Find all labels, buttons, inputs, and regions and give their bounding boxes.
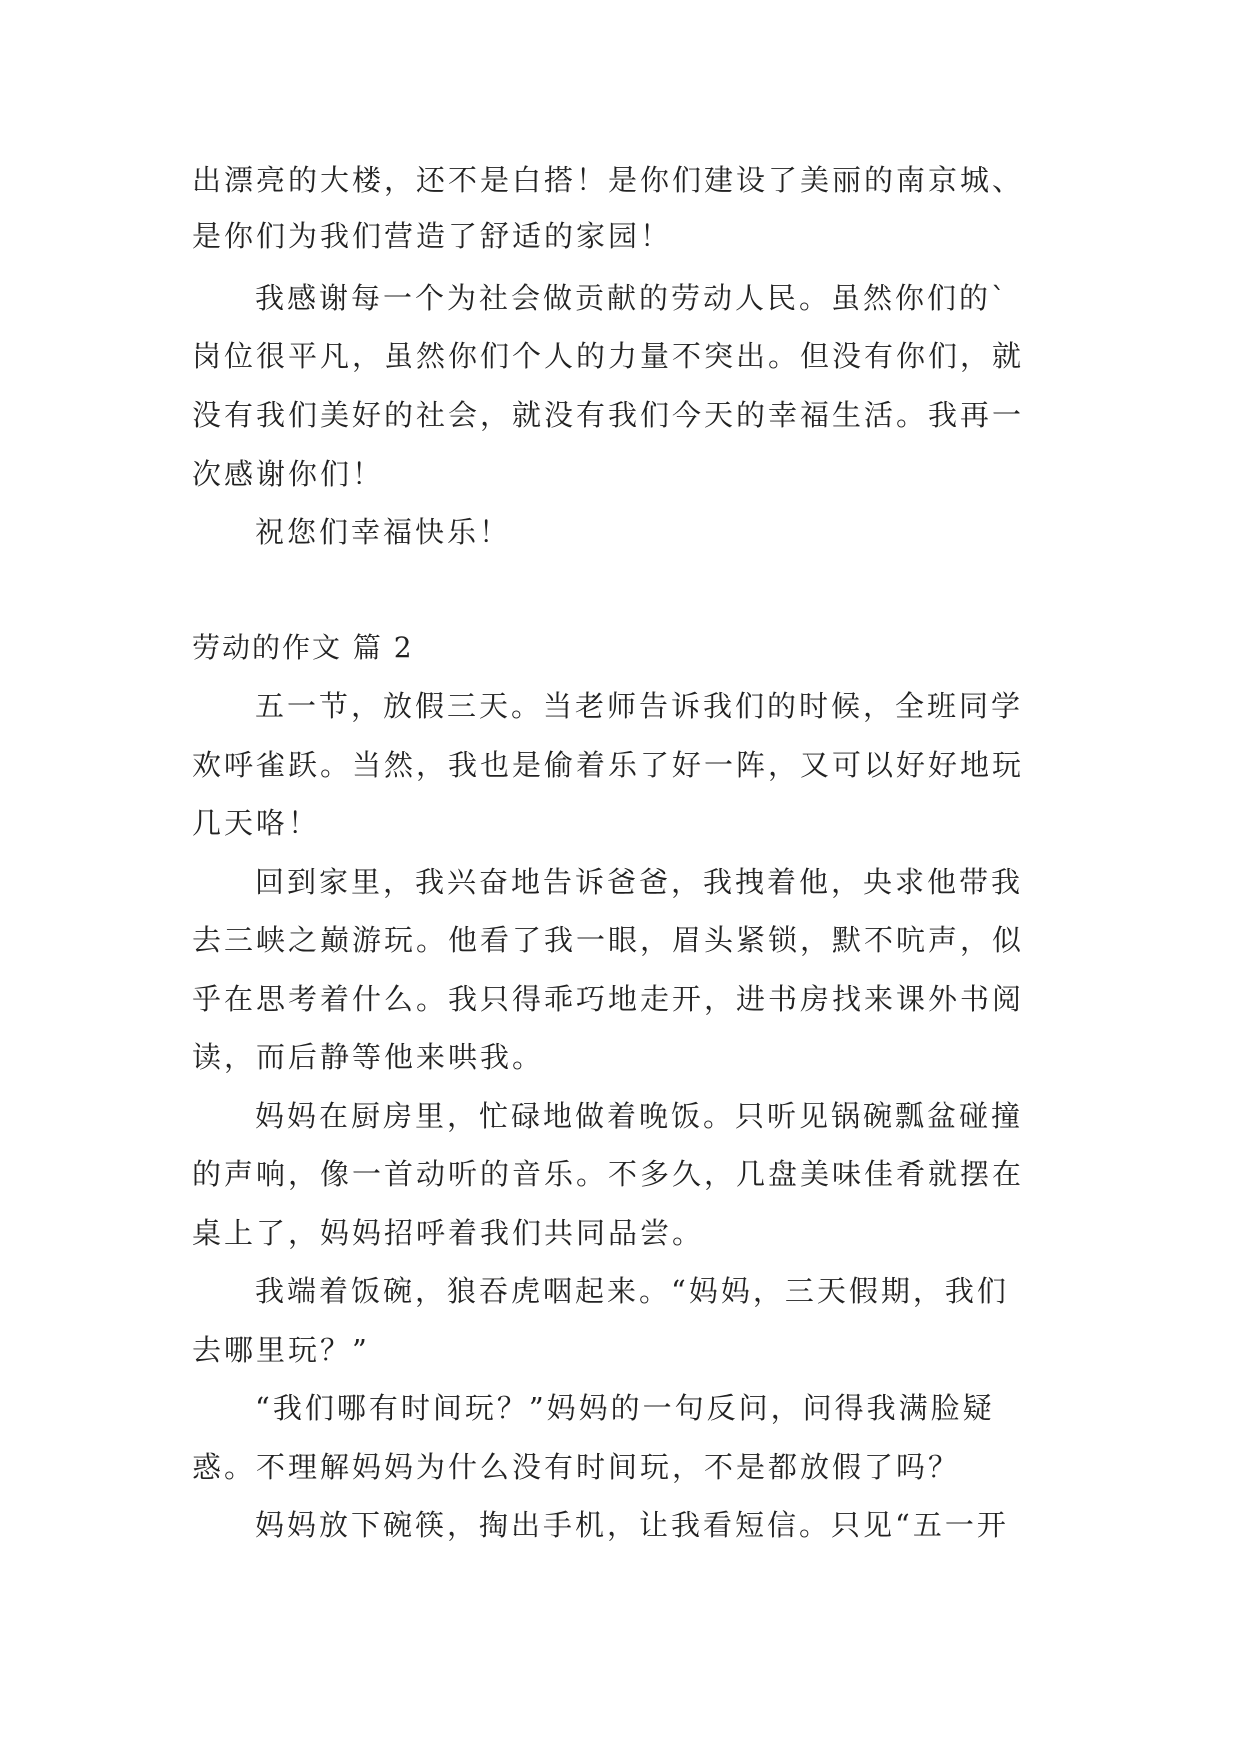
text-line: 读，而后静等他来哄我。 <box>192 1040 545 1074</box>
text-line: 去哪里玩？” <box>192 1333 370 1367</box>
text-line: 的声响，像一首动听的音乐。不多久，几盘美味佳肴就摆在 <box>192 1157 1025 1191</box>
text-line: 去三峡之巅游玩。他看了我一眼，眉头紧锁，默不吭声，似 <box>192 923 1025 957</box>
text-line: 妈妈放下碗筷，掏出手机，让我看短信。只见“五一开 <box>255 1508 1009 1542</box>
text-line: 桌上了，妈妈招呼着我们共同品尝。 <box>192 1216 705 1250</box>
text-line: 是你们为我们营造了舒适的家园！ <box>192 219 673 253</box>
text-line: 祝您们幸福快乐！ <box>255 515 512 549</box>
section-title: 劳动的作文 篇 2 <box>192 631 414 664</box>
text-line: 乎在思考着什么。我只得乖巧地走开，进书房找来课外书阅 <box>192 982 1025 1016</box>
text-line: “我们哪有时间玩？”妈妈的一句反问，问得我满脸疑 <box>255 1391 995 1425</box>
text-line: 妈妈在厨房里，忙碌地做着晚饭。只听见锅碗瓢盆碰撞 <box>255 1099 1024 1133</box>
text-line: 几天咯！ <box>192 806 321 840</box>
text-line: 我端着饭碗，狼吞虎咽起来。“妈妈，三天假期，我们 <box>255 1274 1009 1308</box>
text-line: 五一节，放假三天。当老师告诉我们的时候，全班同学 <box>255 689 1024 723</box>
text-line: 出漂亮的大楼，还不是白搭！是你们建设了美丽的南京城、 <box>192 163 1025 197</box>
text-line: 惑。不理解妈妈为什么没有时间玩，不是都放假了吗？ <box>192 1450 961 1484</box>
text-line: 岗位很平凡，虽然你们个人的力量不突出。但没有你们，就 <box>192 339 1025 373</box>
text-line: 没有我们美好的社会，就没有我们今天的幸福生活。我再一 <box>192 398 1025 432</box>
text-line: 欢呼雀跃。当然，我也是偷着乐了好一阵，又可以好好地玩 <box>192 748 1025 782</box>
text-line: 我感谢每一个为社会做贡献的劳动人民。虽然你们的` <box>255 281 1009 315</box>
text-line: 回到家里，我兴奋地告诉爸爸，我拽着他，央求他带我 <box>255 865 1024 899</box>
text-line: 次感谢你们！ <box>192 457 385 491</box>
